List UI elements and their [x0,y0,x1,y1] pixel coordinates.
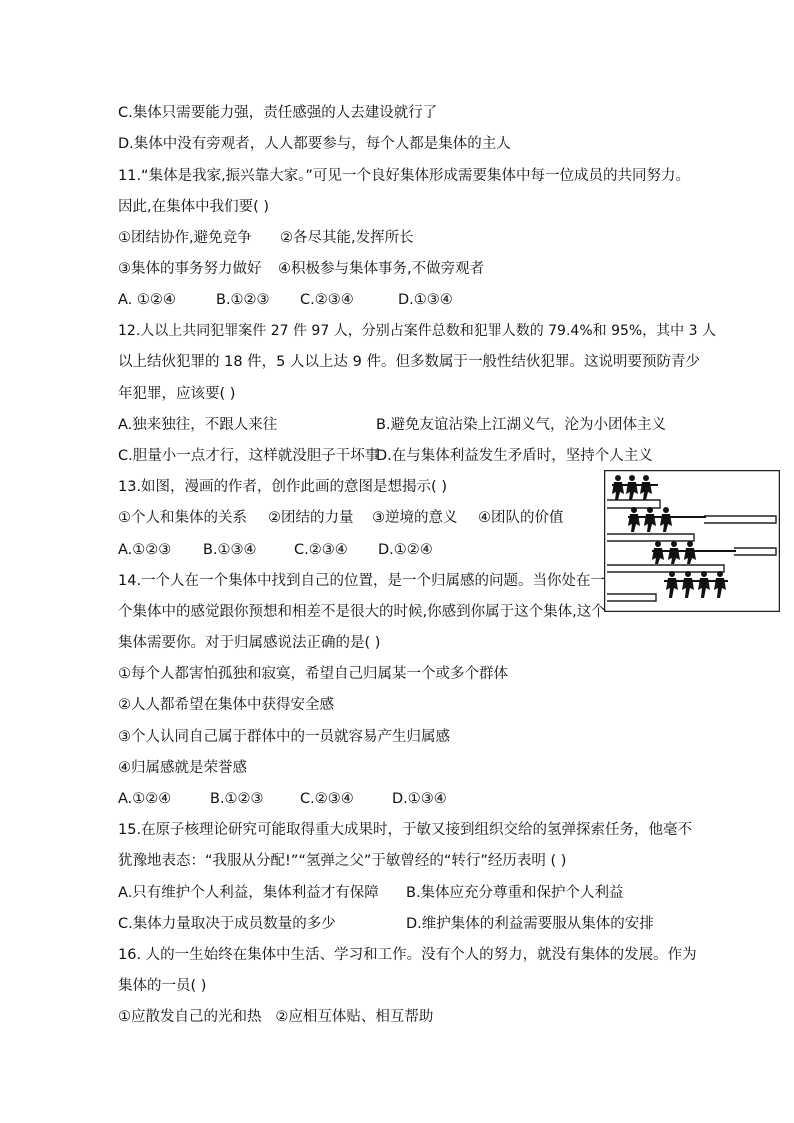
q13-option-d: D.①②④ [378,542,433,558]
q11-item-4: ④积极参与集体事务,不做旁观者 [278,261,485,277]
q13-stem: 13.如图，漫画的作者，创作此画的意图是想揭示( ) [118,479,447,495]
comic-people-chain-illustration [604,470,780,612]
q11-option-b: B.①②③ [216,292,270,308]
q13-item-1: ①个人和集体的关系 [118,510,247,526]
q16-items: ①应散发自己的光和热 ②应相互体贴、相互帮助 [118,1009,434,1025]
q14-item-4: ④归属感就是荣誉感 [118,760,247,776]
q13-option-c: C.②③④ [294,542,348,558]
q12-option-b: B.避免友谊沾染上江湖义气，沦为小团体主义 [376,417,667,433]
q12-option-c: C.胆量小一点才行，这样就没胆子干坏事 [118,448,380,464]
q13-option-b: B.①③④ [203,542,257,558]
q14-option-a: A.①②④ [118,791,172,807]
q14-item-2: ②人人都希望在集体中获得安全感 [118,697,334,713]
q14-stem-line1: 14.一个人在一个集体中找到自己的位置，是一个归属感的问题。当你处在一 [118,573,606,589]
q11-item-1: ①团结协作,避免竞争 [118,230,252,246]
q14-option-d: D.①③④ [392,791,447,807]
q14-option-c: C.②③④ [300,791,354,807]
q11-option-a: A. ①②④ [118,292,176,308]
q11-stem-line1: 11.“集体是我家,振兴靠大家。”可见一个良好集体形成需要集体中每一位成员的共同努力。 [118,168,690,184]
q13-item-2: ②团结的力量 [268,510,354,526]
q16-stem-line2: 集体的一员( ) [118,978,207,994]
q12-option-d: D.在与集体利益发生矛盾时，坚持个人主义 [376,448,653,464]
q14-stem-line3: 集体需要你。对于归属感说法正确的是( ) [118,635,381,651]
q14-stem-line2: 个集体中的感觉跟你预想和相差不是很大的时候,你感到你属于这个集体,这个 [118,604,606,620]
q10-option-c: C.集体只需要能力强，责任感强的人去建设就行了 [118,105,438,121]
q14-option-b: B.①②③ [210,791,264,807]
q13-item-4: ④团队的价值 [478,510,564,526]
q13-option-a: A.①②③ [118,542,172,558]
q11-option-d: D.①③④ [398,292,453,308]
q15-option-c: C.集体力量取决于成员数量的多少 [118,916,336,932]
q15-option-b: B.集体应充分尊重和保护个人利益 [406,885,624,901]
q16-stem-line1: 16. 人的一生始终在集体中生活、学习和工作。没有个人的努力，就没有集体的发展。作为 [118,947,697,963]
q12-stem-line2: 以上结伙犯罪的 18 件，5 人以上达 9 件。但多数属于一般性结伙犯罪。这说明要预防青少 [118,354,700,370]
q12-option-a: A.独来独往，不跟人来往 [118,417,278,433]
q15-option-a: A.只有维护个人利益，集体利益才有保障 [118,885,379,901]
q13-item-3: ③逆境的意义 [372,510,458,526]
q11-item-2: ②各尽其能,发挥所长 [280,230,414,246]
q10-option-d: D.集体中没有旁观者，人人都要参与，每个人都是集体的主人 [118,136,511,152]
q11-option-c: C.②③④ [300,292,354,308]
q12-stem-line1: 12.人以上共同犯罪案件 27 件 97 人，分别占案件总数和犯罪人数的 79.4%和 95%，其中 3 人 [118,323,716,339]
q14-item-3: ③个人认同自己属于群体中的一员就容易产生归属感 [118,729,450,745]
q11-stem-line2: 因此,在集体中我们要( ) [118,199,270,215]
q15-stem-line2: 犹豫地表态：“我服从分配!”“氢弹之父”于敏曾经的“转行”经历表明 ( ) [118,853,567,869]
q14-item-1: ①每个人都害怕孤独和寂寞，希望自己归属某一个或多个群体 [118,666,508,682]
q15-stem-line1: 15.在原子核理论研究可能取得重大成果时，于敏又接到组织交给的氢弹探索任务，他毫不 [118,822,693,838]
q12-stem-line3: 年犯罪，应该要( ) [118,386,236,402]
q15-option-d: D.维护集体的利益需要服从集体的安排 [406,916,654,932]
q11-item-3: ③集体的事务努力做好 [118,261,262,277]
